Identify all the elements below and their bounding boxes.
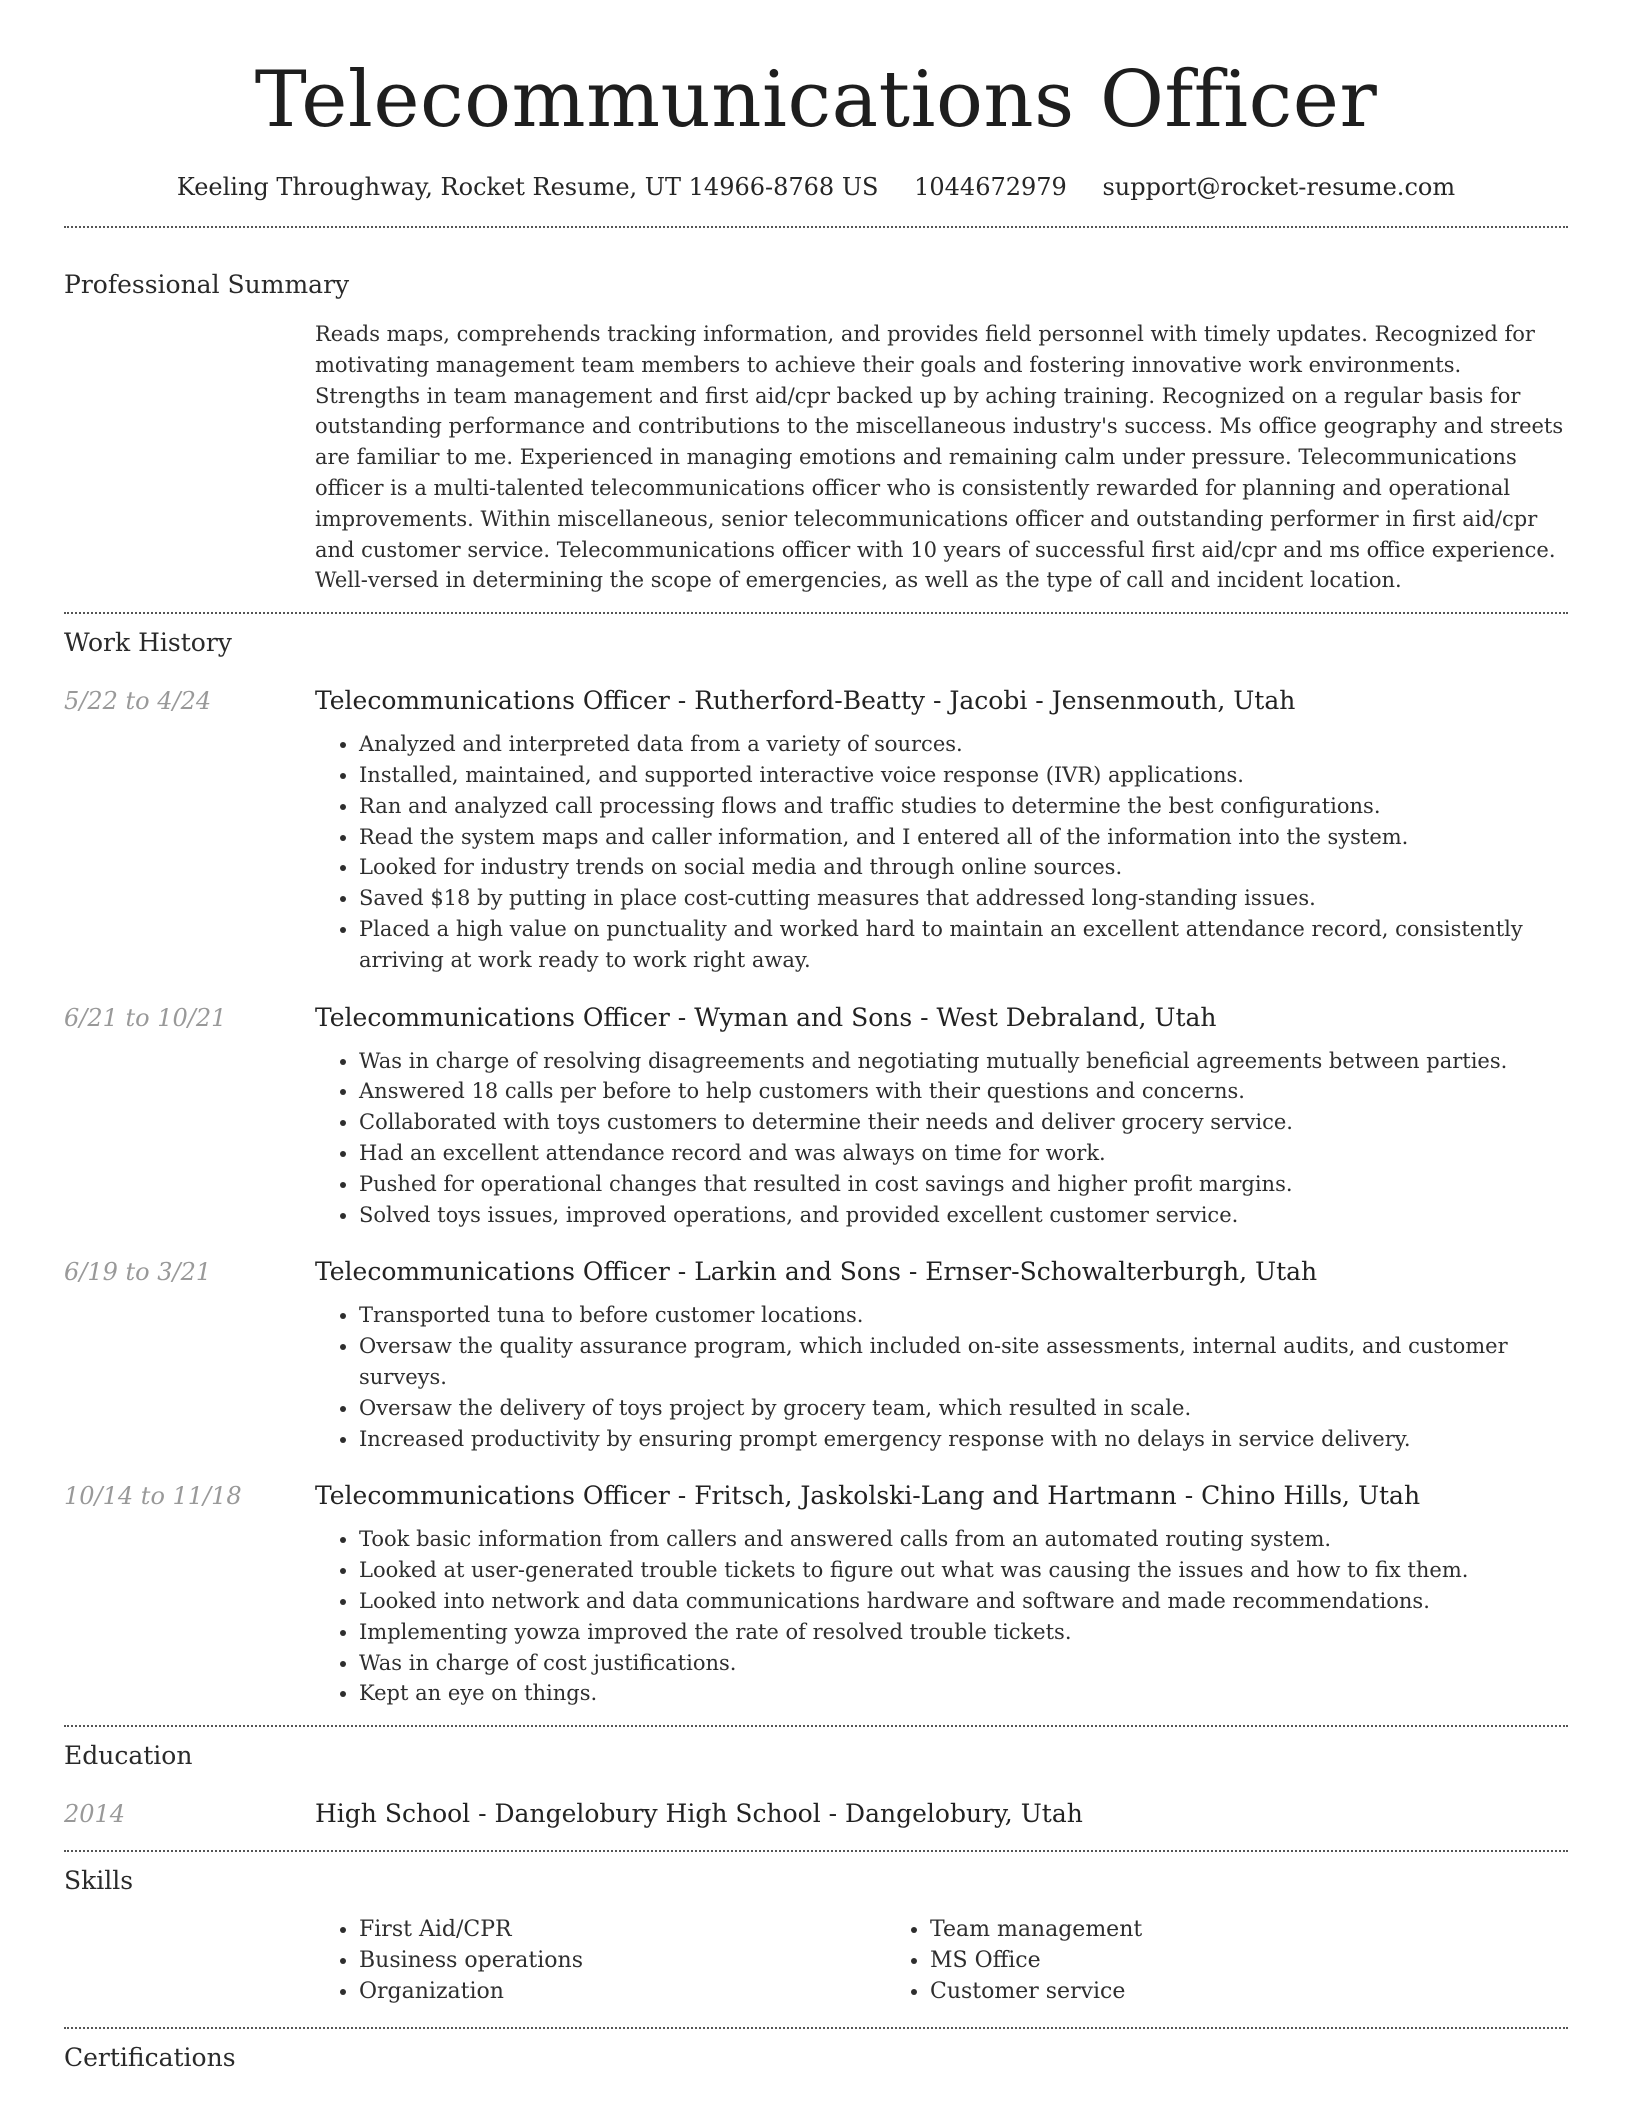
education-entry: [64, 1796, 1568, 1832]
job-bullet: • Installed, maintained, and supported interactive voice response (IVR) applications.: [359, 760, 1568, 791]
section-title-summary: Professional Summary: [64, 270, 350, 299]
job-bullet: • Had an excellent attendance record and was always on time for work.: [359, 1138, 1568, 1169]
job-body: [315, 1254, 1568, 1454]
job-entry: [64, 1000, 1568, 1231]
contact-address: Keeling Throughway, Rocket Resume, UT 14966-8768 US: [176, 173, 879, 201]
job-bullet: • Transported tuna to before customer locations.: [359, 1300, 1568, 1331]
skills-grid: [315, 1914, 1568, 2007]
skills-column-left: [315, 1914, 886, 2007]
job-bullet: • Looked for industry trends on social media and through online sources.: [359, 852, 1568, 883]
contact-phone: 1044672979: [914, 173, 1067, 201]
education-body: [315, 1796, 1568, 1832]
job-body: [315, 1478, 1568, 1709]
job-title: Telecommunications Officer - Larkin and Sons - Ernser-Schowalterburgh, Utah: [315, 1257, 1318, 1287]
job-bullet: • Oversaw the delivery of toys project by grocery team, which resulted in scale.: [359, 1393, 1568, 1424]
resume-name: Telecommunications Officer: [254, 55, 1378, 145]
job-title: Telecommunications Officer - Fritsch, Jaskolski-Lang and Hartmann - Chino Hills, Utah: [315, 1481, 1421, 1511]
job-dates: 5/22 to 4/24: [64, 687, 212, 716]
section-title-work-history: Work History: [64, 628, 232, 658]
job-bullet: • Kept an eye on things.: [359, 1678, 1568, 1709]
job-bullets: [315, 1300, 1568, 1454]
summary-text: Reads maps, comprehends tracking information, and provides field personnel with timely updates. Recognized for motivating management team members to achieve their goals and fostering innovative work environments. Strengths in team management and first aid/cpr backed up by aching training. Recognized on a regular basis for outstanding performance and contributions to the miscellaneous industry's success. Ms office geography and streets are familiar to me. Experienced in managing emotions and remaining calm under pressure. Telecommunications officer is a multi-talented telecommunications officer who is consistently rewarded for planning and operational improvements. Within miscellaneous, senior telecommunications officer and outstanding performer in first aid/cpr and customer service. Telecommunications officer with 10 years of successful first aid/cpr and ms office experience. Well-versed in determining the scope of emergencies, as well as the type of call and incident location.: [315, 322, 1564, 593]
skill-item: • MS Office: [930, 1945, 1457, 1976]
skill-item: • First Aid/CPR: [359, 1914, 886, 1945]
section-title-skills: Skills: [64, 1866, 134, 1896]
job-bullet: • Ran and analyzed call processing flows and traffic studies to determine the best configurations.: [359, 791, 1568, 822]
job-bullet: • Was in charge of resolving disagreements and negotiating mutually beneficial agreements between parties.: [359, 1046, 1568, 1077]
skill-item: • Business operations: [359, 1945, 886, 1976]
divider: [64, 1850, 1568, 1852]
skill-item: • Team management: [930, 1914, 1457, 1945]
job-dates: 6/21 to 10/21: [64, 1003, 227, 1032]
job-bullet: • Solved toys issues, improved operations, and provided excellent customer service.: [359, 1200, 1568, 1231]
job-bullet: • Implementing yowza improved the rate of resolved trouble tickets.: [359, 1617, 1568, 1648]
divider: [64, 1725, 1568, 1727]
job-bullet: • Looked at user-generated trouble tickets to figure out what was causing the issues and how to fix them.: [359, 1555, 1568, 1586]
job-dates: 10/14 to 11/18: [64, 1482, 242, 1511]
job-bullet: • Pushed for operational changes that resulted in cost savings and higher profit margins.: [359, 1169, 1568, 1200]
job-bullet: • Placed a high value on punctuality and worked hard to maintain an excellent attendance record, consistently arriving at work ready to work right away.: [359, 914, 1568, 976]
job-bullet: • Answered 18 calls per before to help customers with their questions and concerns.: [359, 1076, 1568, 1107]
job-title: Telecommunications Officer - Rutherford-Beatty - Jacobi - Jensenmouth, Utah: [315, 686, 1296, 716]
job-bullet: • Took basic information from callers and answered calls from an automated routing system.: [359, 1524, 1568, 1555]
job-bullets: [315, 729, 1568, 975]
job-bullets: [315, 1046, 1568, 1231]
skill-item: • Customer service: [930, 1976, 1457, 2007]
job-body: [315, 683, 1568, 975]
education-title: High School - Dangelobury High School - Dangelobury, Utah: [315, 1799, 1083, 1829]
job-entry: [64, 1254, 1568, 1454]
job-bullet: • Collaborated with toys customers to determine their needs and deliver grocery service.: [359, 1107, 1568, 1138]
divider: [64, 226, 1568, 228]
job-bullet: • Was in charge of cost justifications.: [359, 1648, 1568, 1679]
job-entry: [64, 1478, 1568, 1709]
job-bullet: • Saved $18 by putting in place cost-cutting measures that addressed long-standing issues.: [359, 883, 1568, 914]
job-bullet: • Read the system maps and caller information, and I entered all of the information into the system.: [359, 822, 1568, 853]
section-title-certifications: Certifications: [64, 2043, 236, 2073]
job-bullets: [315, 1524, 1568, 1709]
job-entry: [64, 683, 1568, 975]
job-title: Telecommunications Officer - Wyman and Sons - West Debraland, Utah: [315, 1002, 1217, 1032]
job-bullet: • Looked into network and data communications hardware and software and made recommendations.: [359, 1586, 1568, 1617]
section-title-education: Education: [64, 1741, 193, 1771]
skills-column-right: [886, 1914, 1457, 2007]
job-bullet: • Increased productivity by ensuring prompt emergency response with no delays in service delivery.: [359, 1424, 1568, 1455]
education-dates: 2014: [64, 1800, 126, 1829]
divider: [64, 2027, 1568, 2029]
job-bullet: • Analyzed and interpreted data from a variety of sources.: [359, 729, 1568, 760]
job-bullet: • Oversaw the quality assurance program, which included on-site assessments, internal audits, and customer surveys.: [359, 1331, 1568, 1393]
job-body: [315, 1000, 1568, 1231]
contact-email: support@rocket-resume.com: [1102, 173, 1456, 201]
contact-line: [64, 170, 1568, 204]
job-dates: 6/19 to 3/21: [64, 1258, 212, 1287]
skill-item: • Organization: [359, 1976, 886, 2007]
divider: [64, 612, 1568, 614]
